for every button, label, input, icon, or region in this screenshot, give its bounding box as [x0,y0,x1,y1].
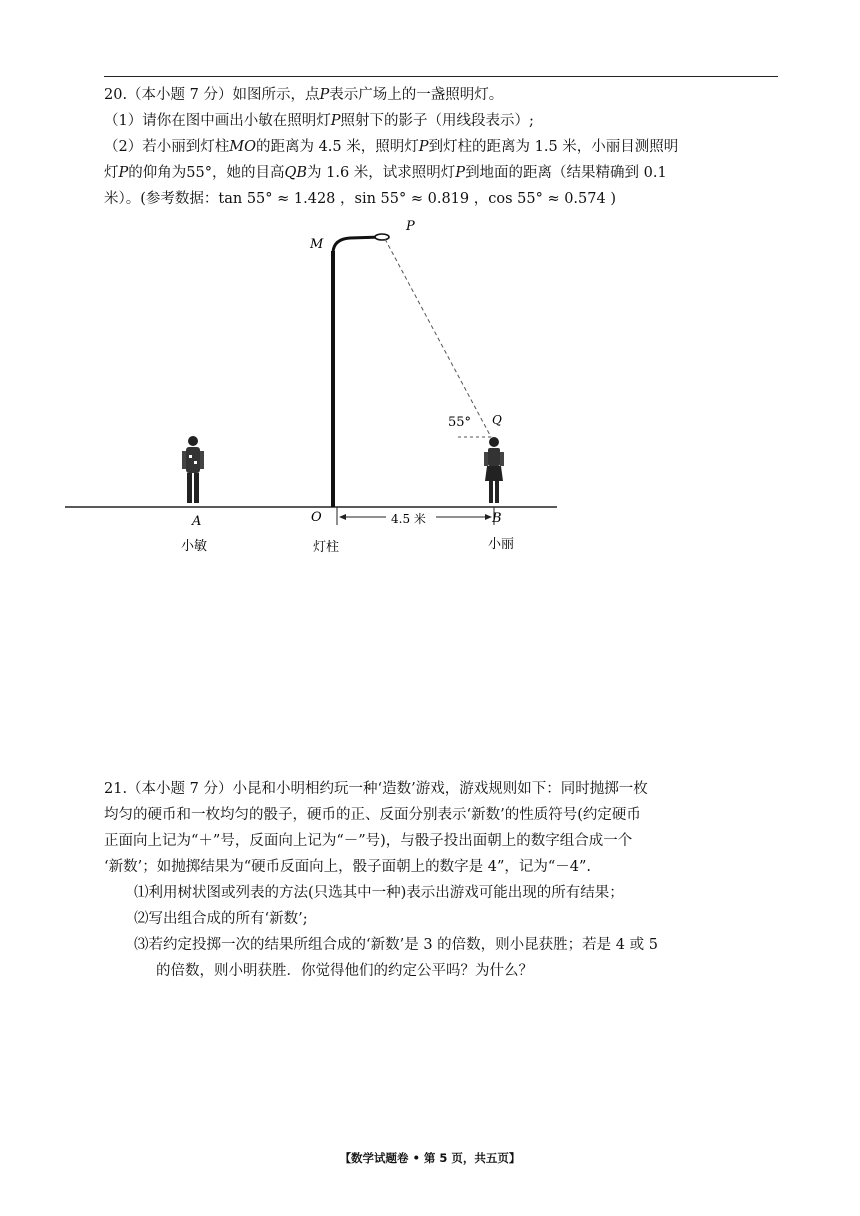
label-O: O [311,510,322,525]
label-Q: Q [492,413,502,427]
q20-line-4: 灯P的仰角为55°，她的目高QB为 1.6 米，试求照明灯P到地面的距离（结果精确到 0.1 [104,165,667,181]
page-footer: 【数学试题卷 • 第 5 页，共五页】 [339,1151,521,1165]
q21-subquestion-3: ⑶若约定投掷一次的结果所组合成的‘新数’是 3 的倍数，则小昆获胜；若是 4 或 5 [134,937,658,953]
top-rule [104,76,778,77]
q21-line-1: 21.（本小题 7 分）小昆和小明相约玩一种‘造数’游戏，游戏规则如下：同时抛掷一枚 [104,781,648,797]
lamp-figure [60,215,560,560]
person-xiaoli [484,437,504,503]
label-M: M [310,237,324,252]
q21-line-4: ‘新数’；如抛掷结果为“硬币反面向上，骰子面朝上的数字是 4”，记为“－4”. [104,859,592,875]
label-angle: 55° [448,415,472,430]
lamp-head [375,234,389,240]
q21-subquestion-3-cont: 的倍数，则小明获胜．你觉得他们的约定公平吗？为什么？ [156,963,533,979]
question-21 [104,776,794,984]
label-B: B [492,511,502,526]
q21-line-2: 均匀的硬币和一枚均匀的骰子，硬币的正、反面分别表示‘新数’的性质符号(约定硬币 [104,807,641,823]
q20-line-5: 米）。(参考数据：tan 55° ≈ 1.428 ，sin 55° ≈ 0.819 ，cos 55° ≈ 0.574 ) [104,191,616,207]
q20-line-1: 20.（本小题 7 分）如图所示，点P表示广场上的一盏照明灯。 [104,87,504,103]
q21-line-3: 正面向上记为“＋”号，反面向上记为“－”号)，与骰子投出面朝上的数字组合成一个 [104,833,633,849]
caption-lamp-pole: 灯柱 [313,540,340,555]
label-P: P [406,219,415,234]
q21-subquestion-2: ⑵写出组合成的所有‘新数’; [134,911,308,927]
q20-line-3: （2）若小丽到灯柱MO的距离为 4.5 米，照明灯P到灯柱的距离为 1.5 米，小丽目测照明 [104,139,679,155]
label-distance: 4.5 米 [391,512,426,526]
person-xiaomin [182,436,204,503]
lamp-arm [333,237,382,252]
caption-xiaomin: 小敏 [181,539,208,554]
q20-line-2: （1）请你在图中画出小敏在照明灯P照射下的影子（用线段表示）; [104,113,534,129]
label-A: A [192,514,202,529]
caption-xiaoli: 小丽 [488,537,515,552]
arrowhead-right [485,514,492,520]
q21-subquestion-1: ⑴利用树状图或列表的方法(只选其中一种)表示出游戏可能出现的所有结果； [134,885,624,901]
arrowhead-left [339,514,346,520]
sight-line [385,239,491,437]
question-20 [104,82,784,212]
